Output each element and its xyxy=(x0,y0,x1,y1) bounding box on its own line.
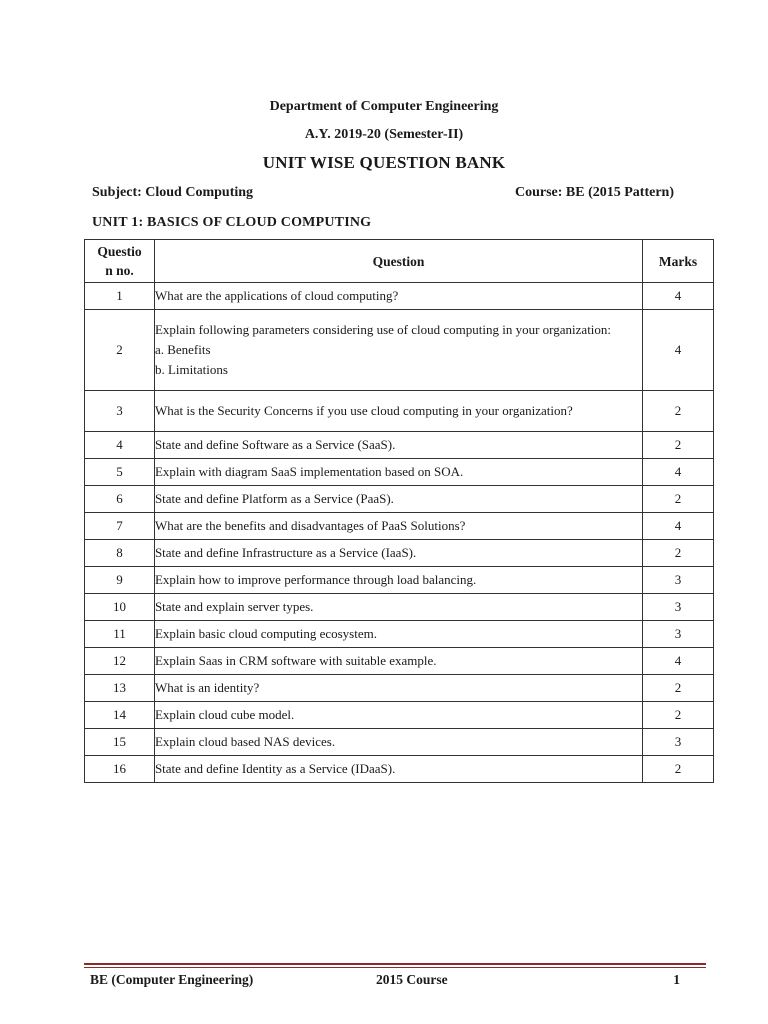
question-text: State and define Identity as a Service (IDaaS). xyxy=(154,756,642,783)
table-row xyxy=(85,432,714,459)
table-row xyxy=(85,675,714,702)
question-number: 15 xyxy=(85,729,155,756)
footer-divider-thin xyxy=(84,967,706,968)
question-marks: 3 xyxy=(643,594,714,621)
question-number: 10 xyxy=(85,594,155,621)
footer-divider xyxy=(84,963,706,965)
question-text: What are the benefits and disadvantages of PaaS Solutions? xyxy=(154,513,642,540)
question-marks: 2 xyxy=(643,391,714,432)
question-text: What are the applications of cloud computing? xyxy=(154,283,642,310)
question-number: 16 xyxy=(85,756,155,783)
table-row xyxy=(85,486,714,513)
question-text: Explain how to improve performance through load balancing. xyxy=(154,567,642,594)
question-text: What is an identity? xyxy=(154,675,642,702)
table-row xyxy=(85,702,714,729)
question-text: Explain basic cloud computing ecosystem. xyxy=(154,621,642,648)
question-marks: 2 xyxy=(643,675,714,702)
table-row xyxy=(85,310,714,391)
question-text: Explain Saas in CRM software with suitable example. xyxy=(154,648,642,675)
question-text: State and define Software as a Service (SaaS). xyxy=(154,432,642,459)
question-number: 9 xyxy=(85,567,155,594)
question-marks: 2 xyxy=(643,432,714,459)
footer-course: 2015 Course xyxy=(376,972,448,987)
question-number: 7 xyxy=(85,513,155,540)
footer-department: BE (Computer Engineering) xyxy=(90,972,254,987)
question-marks: 2 xyxy=(643,756,714,783)
question-marks: 4 xyxy=(643,459,714,486)
page-number: 1 xyxy=(673,972,680,987)
subject-label: Subject: Cloud Computing xyxy=(92,185,254,200)
question-marks: 2 xyxy=(643,540,714,567)
table-row xyxy=(85,540,714,567)
question-number: 4 xyxy=(85,432,155,459)
question-marks: 3 xyxy=(643,567,714,594)
subject-course-row xyxy=(92,185,674,201)
question-number: 8 xyxy=(85,540,155,567)
question-marks: 4 xyxy=(643,310,714,391)
question-subpoint: b. Limitations xyxy=(154,362,228,377)
question-text: Explain cloud based NAS devices. xyxy=(154,729,642,756)
question-text: Explain cloud cube model. xyxy=(154,702,642,729)
question-text: Explain with diagram SaaS implementation based on SOA. xyxy=(154,459,642,486)
question-marks: 4 xyxy=(643,648,714,675)
question-number: 3 xyxy=(85,391,155,432)
table-row xyxy=(85,648,714,675)
question-number: 13 xyxy=(85,675,155,702)
question-text-multiline xyxy=(154,310,642,391)
column-header-question-no: Questio n no. xyxy=(85,240,155,283)
table-row xyxy=(85,729,714,756)
question-number: 1 xyxy=(85,283,155,310)
question-marks: 4 xyxy=(643,513,714,540)
question-number: 11 xyxy=(85,621,155,648)
question-text: What is the Security Concerns if you use cloud computing in your organization? xyxy=(154,391,642,432)
question-marks: 3 xyxy=(643,621,714,648)
column-header-marks: Marks xyxy=(643,240,714,283)
table-row xyxy=(85,621,714,648)
table-row xyxy=(85,283,714,310)
question-number: 14 xyxy=(85,702,155,729)
question-text: Explain following parameters considering use of cloud computing in your organization: xyxy=(154,322,612,337)
table-row xyxy=(85,459,714,486)
question-text: State and explain server types. xyxy=(154,594,642,621)
table-row xyxy=(85,567,714,594)
question-table xyxy=(84,239,714,783)
question-text: State and define Platform as a Service (PaaS). xyxy=(154,486,642,513)
course-label: Course: BE (2015 Pattern) xyxy=(514,185,674,200)
question-marks: 2 xyxy=(643,702,714,729)
question-number: 12 xyxy=(85,648,155,675)
table-row xyxy=(85,513,714,540)
question-number: 6 xyxy=(85,486,155,513)
department-heading: Department of Computer Engineering xyxy=(269,99,499,114)
academic-year-heading: A.Y. 2019-20 (Semester-II) xyxy=(304,127,464,142)
question-number: 2 xyxy=(85,310,155,391)
question-number: 5 xyxy=(85,459,155,486)
question-subpoint: a. Benefits xyxy=(154,342,211,357)
unit-title: UNIT 1: BASICS OF CLOUD COMPUTING xyxy=(92,215,372,230)
column-header-question: Question xyxy=(154,240,642,283)
document-title: UNIT WISE QUESTION BANK xyxy=(262,153,506,172)
question-marks: 2 xyxy=(643,486,714,513)
table-header-row xyxy=(85,240,714,283)
table-row xyxy=(85,756,714,783)
question-marks: 3 xyxy=(643,729,714,756)
question-marks: 4 xyxy=(643,283,714,310)
question-text: State and define Infrastructure as a Service (IaaS). xyxy=(154,540,642,567)
table-row xyxy=(85,391,714,432)
table-row xyxy=(85,594,714,621)
